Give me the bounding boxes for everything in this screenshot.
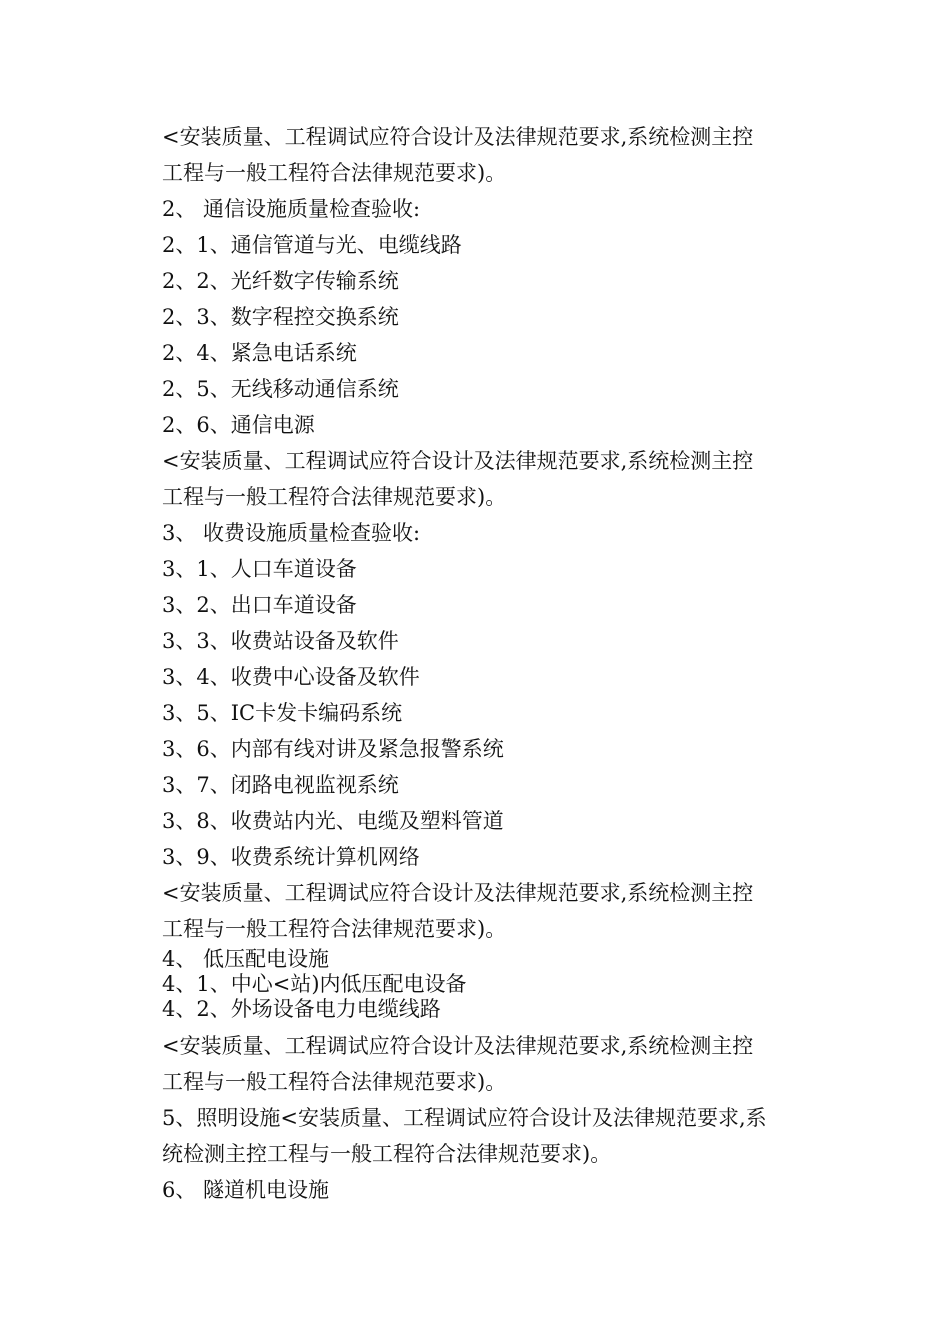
list-item: 3、4、收费中心设备及软件 [162, 665, 420, 689]
list-item: 3、7、闭路电视监视系统 [162, 773, 399, 797]
list-item: 3、8、收费站内光、电缆及塑料管道 [162, 809, 504, 833]
paragraph-line: <安装质量、工程调试应符合设计及法律规范要求,系统检测主控 [162, 1034, 754, 1058]
paragraph-line: 工程与一般工程符合法律规范要求)。 [162, 161, 507, 185]
paragraph-line: <安装质量、工程调试应符合设计及法律规范要求,系统检测主控 [162, 881, 754, 905]
list-item: 3、9、收费系统计算机网络 [162, 845, 420, 869]
list-item: 2、3、数字程控交换系统 [162, 305, 399, 329]
section-heading: 3、 收费设施质量检查验收: [162, 521, 421, 545]
list-item: 3、3、收费站设备及软件 [162, 629, 399, 653]
list-item: 3、1、人口车道设备 [162, 557, 357, 581]
paragraph-line: 工程与一般工程符合法律规范要求)。 [162, 485, 507, 509]
paragraph-line: <安装质量、工程调试应符合设计及法律规范要求,系统检测主控 [162, 125, 754, 149]
section-heading: 4、 低压配电设施 [162, 947, 330, 971]
section-heading: 6、 隧道机电设施 [162, 1178, 330, 1202]
paragraph-line: <安装质量、工程调试应符合设计及法律规范要求,系统检测主控 [162, 449, 754, 473]
list-item: 2、1、通信管道与光、电缆线路 [162, 233, 462, 257]
list-item: 2、6、通信电源 [162, 413, 315, 437]
list-item: 2、2、光纤数字传输系统 [162, 269, 399, 293]
list-item: 3、2、出口车道设备 [162, 593, 357, 617]
paragraph-line: 统检测主控工程与一般工程符合法律规范要求)。 [162, 1142, 612, 1166]
list-item: 2、5、无线移动通信系统 [162, 377, 399, 401]
document-body [162, 119, 822, 1208]
list-item: 3、6、内部有线对讲及紧急报警系统 [162, 737, 504, 761]
section-heading: 2、 通信设施质量检查验收: [162, 197, 421, 221]
list-item: 4、2、外场设备电力电缆线路 [162, 997, 441, 1021]
list-item: 3、5、IC卡发卡编码系统 [162, 701, 403, 725]
paragraph-line: 工程与一般工程符合法律规范要求)。 [162, 1070, 507, 1094]
paragraph-line: 工程与一般工程符合法律规范要求)。 [162, 917, 507, 941]
paragraph-line: 5、照明设施<安装质量、工程调试应符合设计及法律规范要求,系 [162, 1106, 767, 1130]
list-item: 2、4、紧急电话系统 [162, 341, 357, 365]
list-item: 4、1、中心<站)内低压配电设备 [162, 972, 467, 996]
